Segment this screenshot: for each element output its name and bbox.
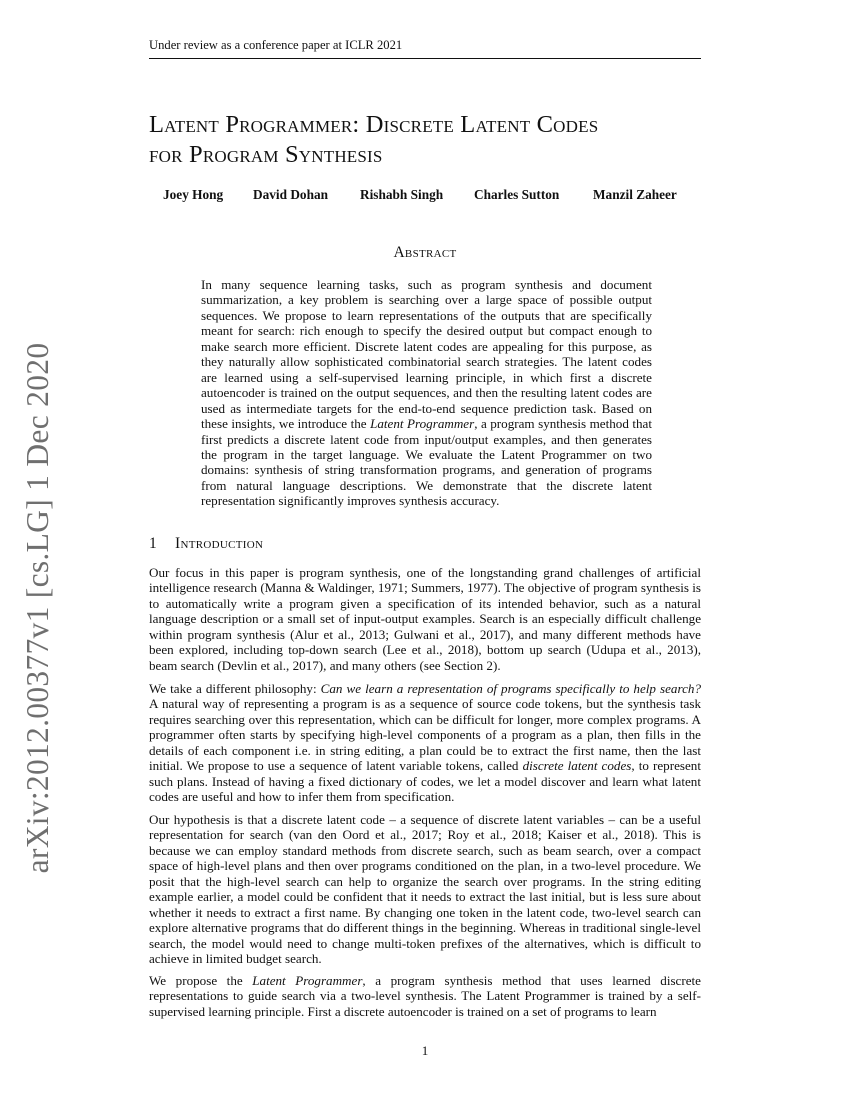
intro-paragraph-1: Our focus in this paper is program synthesis, one of the longstanding grand challenges of artificial intelligence research (Manna & Waldinger, 1971; Summers, 1977). The objective of program synthesis is to automatically write a program given a specification of its intended behavior, such as a natural language description or a small set of input-output examples. Search is an especially difficult challenge within program synthesis (Alur et al., 2013; Gulwani et al., 2017), and many different methods have been explored, including top-down search (Lee et al., 2018), bottom up search (Udupa et al., 2013), beam search (Devlin et al., 2017), and many others (see Section 2). [149, 565, 701, 673]
intro-paragraph-2 [149, 681, 701, 805]
author-name: Joey Hong [163, 187, 224, 202]
abstract-emphasis: Latent Programmer [370, 416, 475, 432]
abstract-heading: Abstract [393, 244, 457, 261]
paper-title-line-1: Latent Programmer: Discrete Latent Codes [149, 111, 599, 138]
paragraph-text: We propose the [149, 973, 253, 988]
paragraph-emphasis: Latent Programmer [252, 973, 363, 988]
running-header: Under review as a conference paper at ICLR 2021 [149, 38, 403, 52]
paragraph-text: We take a different philosophy: [149, 681, 321, 696]
abstract-text: In many sequence learning tasks, such as program synthesis and document summarization, a key problem is searching over a large space of possible output sequences. We propose to learn representations of the outputs that are specifically meant for search: rich enough to specify the desired output but compact enough to make search more efficient. Discrete latent codes are appealing for this purpose, as they naturally allow sophisticated combinatorial search strategies. The latent codes are learned using a self-supervised learning principle, in which first a discrete autoencoder is trained on the output sequences, and then the resulting latent codes are used as intermediate targets for the end-to-end sequence prediction task. Based on these insights, we introduce the [201, 277, 652, 432]
paper-title-line-2: for Program Synthesis [149, 141, 383, 168]
author-name: Manzil Zaheer [593, 187, 677, 202]
author-name: Charles Sutton [474, 187, 560, 202]
paragraph-emphasis: discrete latent codes [522, 758, 632, 774]
paragraph-text: , to represent such plans. Instead of having a fixed dictionary of codes, we let a model discover and learn what latent codes are useful and how to infer them from specification. [149, 758, 701, 805]
author-name: David Dohan [253, 187, 329, 202]
section-title: Introduction [175, 535, 264, 552]
intro-paragraph-3: Our hypothesis is that a discrete latent code – a sequence of discrete latent variables – can be a useful representation for search (van den Oord et al., 2017; Roy et al., 2018; Kaiser et al., 2018). This is because we can employ standard methods from discrete search, such as beam search, over a compact space of high-level plans and then over programs conditioned on the plan, in a two-level procedure. We posit that the high-level search can help to organize the search over programs. In the string editing example earlier, a model could be confident that it needs to extract the last initial, but is less sure about whether it needs to extract a first name. By changing one token in the latent code, two-level search can explore alternative programs that do different things in the beginning. Whereas in traditional single-level search, the model would need to change multi-token prefixes of the alternatives, which is difficult to achieve in limited budget search. [149, 812, 701, 967]
paragraph-text: A natural way of representing a program is as a sequence of source code tokens, but the synthesis task requires searching over this representation, which can be difficult for longer, more complex programs. A programmer often starts by specifying high-level components of a program as a plan, then fills in the details of each component i.e. in string editing, a plan could be to extract the first name, then the last initial. We propose to use a sequence of latent variable tokens, called [149, 696, 701, 774]
paragraph-emphasis: Can we learn a representation of programs specifically to help search? [320, 681, 701, 696]
arxiv-identifier-stamp: arXiv:2012.00377v1 [cs.LG] 1 Dec 2020 [20, 342, 55, 874]
abstract-body [201, 277, 652, 509]
abstract-text: , a program synthesis method that first predicts a discrete latent code from input/output examples, and then generates the program in the target language. We evaluate the Latent Programmer on two domains: synthesis of string transformation programs, and generation of programs from natural language descriptions. We demonstrate that the discrete latent representation significantly improves synthesis accuracy. [201, 416, 653, 509]
paragraph-text: , a program synthesis method that uses learned discrete representations to guide search via a two-level synthesis. The Latent Programmer is trained by a self-supervised learning principle. First a discrete autoencoder is trained on a set of programs to learn [149, 973, 701, 1019]
page-number: 1 [421, 1043, 429, 1058]
author-list [149, 187, 701, 207]
paper-title [149, 110, 709, 170]
section-number: 1 [149, 535, 157, 552]
author-name: Rishabh Singh [360, 187, 444, 202]
section-heading [149, 535, 263, 553]
intro-paragraph-4 [149, 973, 701, 1019]
header-rule [149, 58, 701, 59]
